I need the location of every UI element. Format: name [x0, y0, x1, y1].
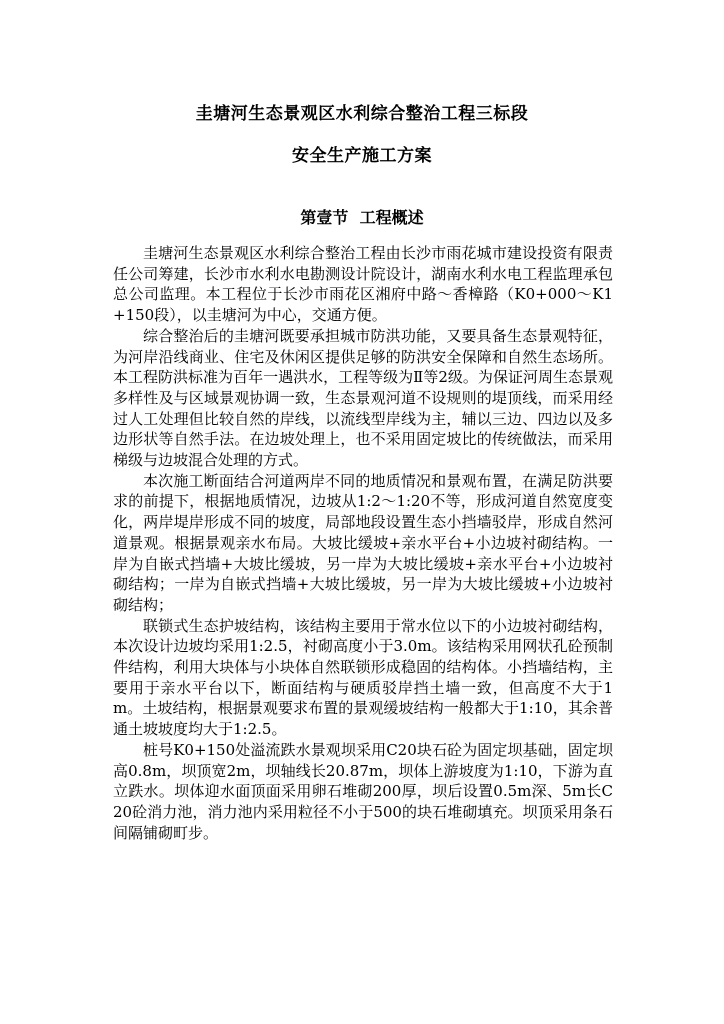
paragraph-overview: 圭塘河生态景观区水利综合整治工程由长沙市雨花城市建设投资有限责任公司筹建，长沙市水利水电勘测设计院设计，湖南水利水电工程监理承包总公司监理。本工程位于长沙市雨花区湘府中路～香樟路（K0+000～K1+150段），以圭塘河为中心，交通方便。: [113, 244, 613, 325]
document-subtitle: 安全生产施工方案: [292, 146, 432, 166]
document-body: [113, 243, 613, 843]
paragraph-flood-control: 综合整治后的圭塘河既要承担城市防洪功能，又要具备生态景观特征，为河岸沿线商业、住宅及休闲区提供足够的防洪安全保障和自然生态场所。本工程防洪标准为百年一遇洪水，工程等级为Ⅱ等2级。为保证河周生态景观多样性及与区域景观协调一致，生态景观河道不设规则的堤顶线，而采用经过人工处理但比较自然的岸线，以流线型岸线为主，辅以三边、四边以及多边形状等自然手法。在边坡处理上，也不采用固定坡比的传统做法，而采用梯级与边坡混合处理的方式。: [113, 326, 613, 470]
paragraph-cross-section: 本次施工断面结合河道两岸不同的地质情况和景观布置，在满足防洪要求的前提下，根据地质情况，边坡从1:2～1:20不等，形成河道自然宽度变化，两岸堤岸形成不同的坡度，局部地段设置生态小挡墙驳岸，形成自然河道景观。根据景观亲水布局。大坡比缓坡+亲水平台+小边坡衬砌结构。一岸为自嵌式挡墙+大坡比缓坡，另一岸为大坡比缓坡+亲水平台+小边坡衬砌结构；一岸为自嵌式挡墙+大坡比缓坡，另一岸为大坡比缓坡+小边坡衬砌结构；: [113, 471, 613, 614]
document-title: 圭塘河生态景观区水利综合整治工程三标段: [195, 104, 529, 124]
paragraph-slope-structure: 联锁式生态护坡结构，该结构主要用于常水位以下的小边坡衬砌结构，本次设计边坡均采用1:2.5，衬砌高度小于3.0m。该结构采用网状孔砼预制件结构，利用大块体与小块体自然联锁形成稳固的结构体。小挡墙结构，主要用于亲水平台以下，断面结构与硬质驳岸挡土墙一致，但高度不大于1m。土坡结构，根据景观要求布置的景观缓坡结构一般都大于1:10，其余普通土坡坡度均大于1:2.5。: [113, 616, 613, 739]
section-heading: 第壹节 工程概述: [300, 208, 424, 227]
paragraph-weir-dam: 桩号K0+150处溢流跌水景观坝采用C20块石砼为固定坝基础，固定坝高0.8m，坝顶宽2m，坝轴线长20.87m，坝体上游坡度为1:10，下游为直立跌水。坝体迎水面顶面采用卵石堆砌200厚，坝后设置0.5m深、5m长C20砼消力池，消力池内采用粒径不小于500的块石堆砌填充。坝顶采用条石间隔铺砌町步。: [113, 740, 613, 842]
